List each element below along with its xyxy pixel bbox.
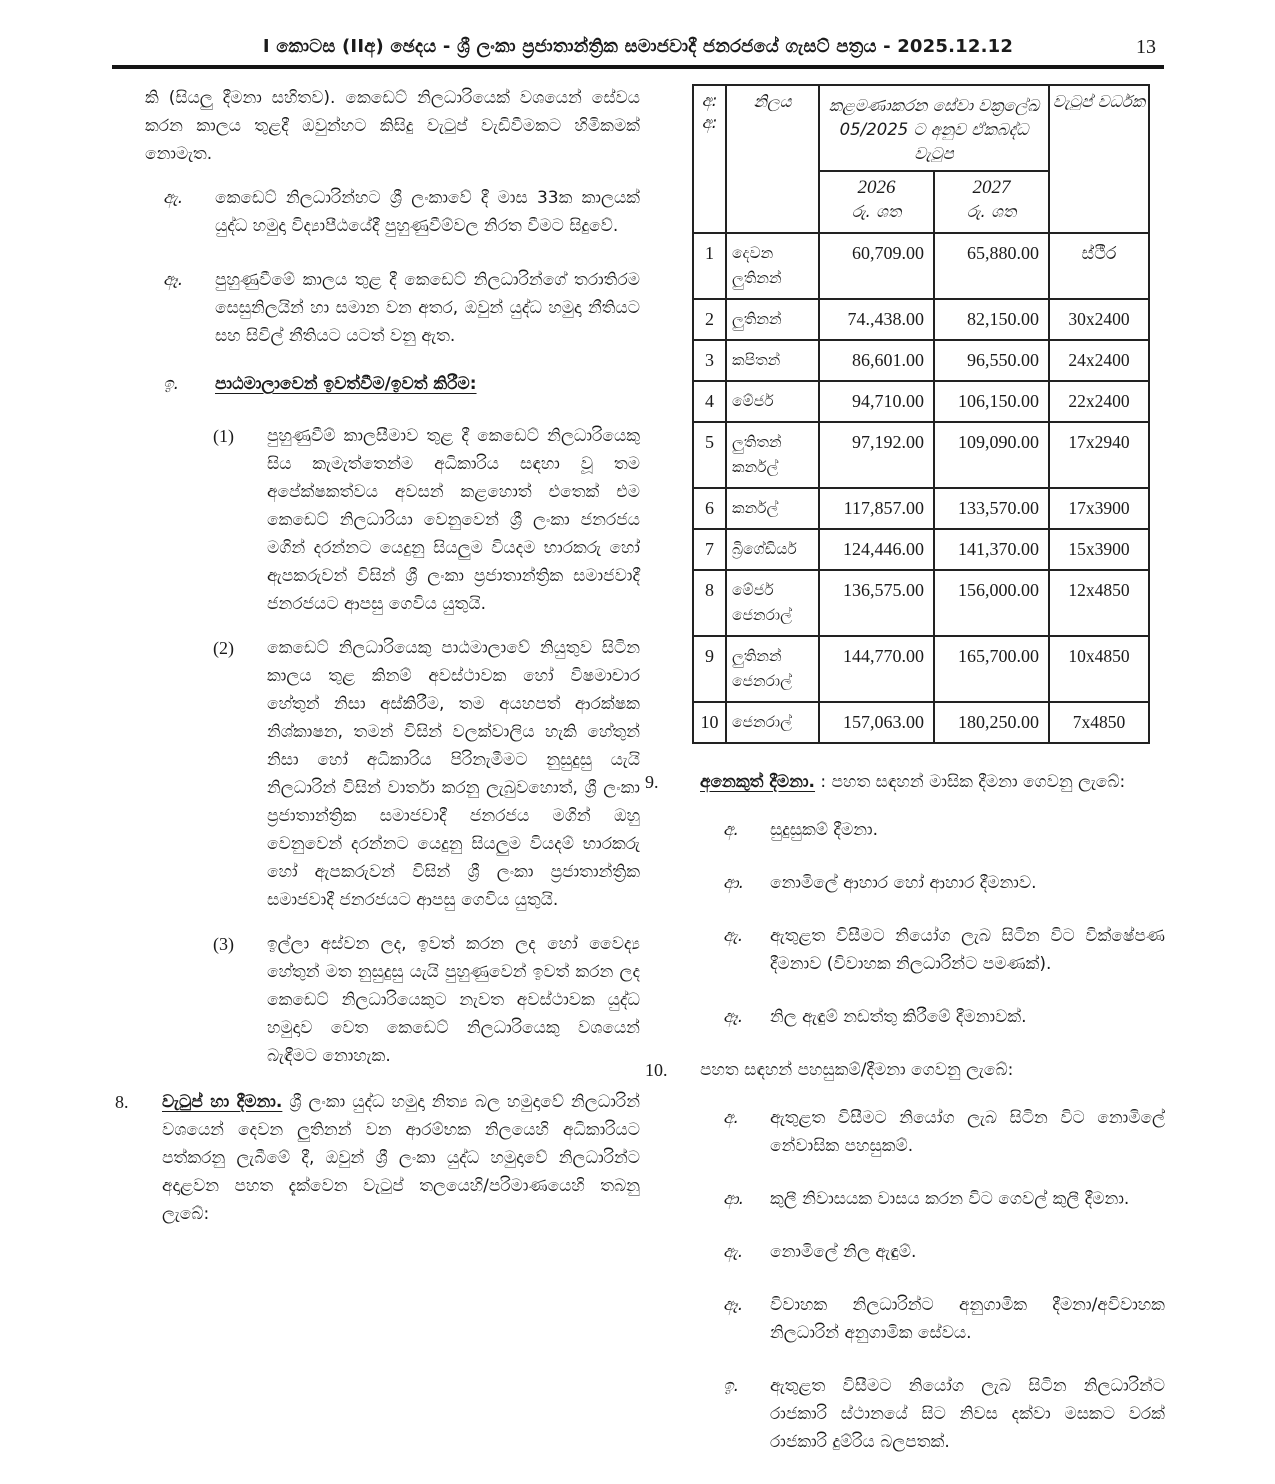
row-2026: 136,575.00 [819, 570, 934, 636]
list-item [115, 184, 640, 240]
list-item [645, 1291, 1165, 1347]
list-item [645, 1185, 1165, 1213]
numbered-item [115, 422, 640, 618]
row-rank: කර්නල් [726, 488, 819, 529]
table-row [693, 299, 1149, 340]
item-marker: (1) [213, 426, 234, 446]
table-row [693, 340, 1149, 381]
table-row [693, 488, 1149, 529]
section-10 [645, 1056, 1165, 1084]
row-2027: 109,090.00 [934, 422, 1049, 488]
col-header-rank: නිලය [726, 85, 819, 233]
item-marker: ඇ. [163, 188, 184, 208]
row-rank: ලුතිනන් ජෙනරාල් [726, 636, 819, 702]
row-rank: ජෙනරාල් [726, 702, 819, 743]
row-2026: 60,709.00 [819, 233, 934, 299]
row-increment: 24x2400 [1049, 340, 1149, 381]
row-increment: 17x2940 [1049, 422, 1149, 488]
row-rank: ලුතිනන් [726, 299, 819, 340]
row-2027: 106,150.00 [934, 381, 1049, 422]
row-2027: 133,570.00 [934, 488, 1049, 529]
item-marker: ඇ. [723, 926, 744, 946]
row-no: 10 [693, 702, 726, 743]
section-number: 8. [115, 1092, 129, 1112]
col-header-increment: වැටුප් වර්ධක [1049, 85, 1149, 233]
salary-table-wrap [692, 84, 1165, 744]
item-text: ඉල්ලා අස්වන ලද, ඉවත් කරන ලද හෝ වෛද්‍ය හේතුන් මත නුසුදුසු යැයි පුහුණුවෙන් ඉවත් කරන ලද කෙඩෙට් නිලධාරියෙකුට නැවත අවස්ථාවක යුද්ධ හමුදාව වෙත කෙඩෙට් නිලධාරියෙකු වශයෙන් බැඳීමට නොහැක. [267, 934, 640, 1066]
list-item [645, 1372, 1165, 1456]
section-number: 10. [645, 1060, 668, 1080]
item-marker: ඈ. [723, 1007, 744, 1027]
row-2027: 82,150.00 [934, 299, 1049, 340]
section-number: 9. [645, 772, 659, 792]
table-row [693, 570, 1149, 636]
item-marker: ආ. [723, 1189, 745, 1209]
item-text: ඇතුළත විසීමට නියෝග ලැබ සිටින විට නොමිලේ නේවාසික පහසුකම්. [770, 1108, 1165, 1156]
row-increment: ස්ථීර [1049, 233, 1149, 299]
item-text: කෙඩෙට් නිලධාරින්හට ශ්‍රී ලංකාවේ දී මාස 33ක කාලයක් යුද්ධ හමුදා විද්‍යාපීඨයේදී පුහුණුවීම්වල නිරත වීමට සිදුවේ. [215, 188, 640, 236]
row-2026: 144,770.00 [819, 636, 934, 702]
item-marker: ඉ. [163, 374, 180, 394]
col-header-serial: අ: අ: [693, 85, 726, 233]
row-increment: 7x4850 [1049, 702, 1149, 743]
row-no: 7 [693, 529, 726, 570]
row-no: 5 [693, 422, 726, 488]
right-column [645, 84, 1165, 1481]
table-row [693, 529, 1149, 570]
row-rank: බ්‍රිගේඩියර් [726, 529, 819, 570]
row-2026: 157,063.00 [819, 702, 934, 743]
row-rank: මේජර් [726, 381, 819, 422]
item-text: ඇතුළත විසීමට නියෝග ලැබ සිටින නිලධාරින්ට රාජකාරි ස්ථානයේ සිට නිවස දක්වා මසකට වරක් රාජකාරි දුම්රිය බලපතක්. [770, 1376, 1165, 1452]
item-text: කුලී නිවාසයක වාසය කරන විට ගෙවල් කුලී දීමනා. [770, 1189, 1130, 1209]
item-marker: ඇ. [723, 1242, 744, 1262]
table-row [693, 422, 1149, 488]
numbered-item [115, 930, 640, 1070]
gazette-title: I කොටස (IIඅ) ඡෙදය - ශ්‍රී ලංකා ප්‍රජාතාන්ත්‍රික සමාජවාදී ජනරජයේ ගැසට් පත්‍රය - 2025.12.12 [262, 36, 1014, 57]
row-no: 1 [693, 233, 726, 299]
table-row [693, 381, 1149, 422]
header-rule [112, 65, 1164, 69]
item-text: විවාහක නිලධාරින්ට අනුගාමික දීමනා/අවිවාහක නිලධාරින් අනුගාමික සේවය. [770, 1295, 1165, 1343]
row-2027: 156,000.00 [934, 570, 1049, 636]
item-text: නොමිලේ ආහාර හෝ ආහාර දීමනාව. [770, 873, 1037, 893]
intro-paragraph: කි (සියලු දීමනා සහිතව). කෙඩෙට් නිලධාරියෙක් වශයෙන් සේවය කරන කාලය තුළදී ඔවුන්හට කිසිදු වැටුප් වැඩිවීමකට හිමිකමක් නොමැත. [145, 88, 640, 164]
row-no: 6 [693, 488, 726, 529]
row-2026: 74.,438.00 [819, 299, 934, 340]
item-text: පුහුණුවීමේ කාලය තුළ දී කෙඩෙට් නිලධාරින්ගේ තරාතිරම සෙසුනිලයින් හා සමාන වන අතර, ඔවුන් යුද්ධ හමුදා නීතියට සහ සිවිල් නීතියට යටත් වනු ඇත. [215, 270, 640, 346]
row-2026: 117,857.00 [819, 488, 934, 529]
row-increment: 12x4850 [1049, 570, 1149, 636]
list-item [645, 1238, 1165, 1266]
list-item [645, 922, 1165, 978]
row-2027: 65,880.00 [934, 233, 1049, 299]
col-header-salary-group: කළමණාකරන සේවා වක්‍රලේඛ 05/2025 ට අනුව ඒකබද්ධ වැටුප [819, 85, 1049, 171]
row-2027: 165,700.00 [934, 636, 1049, 702]
row-increment: 22x2400 [1049, 381, 1149, 422]
row-2027: 96,550.00 [934, 340, 1049, 381]
section-heading: අනෙකුත් දීමනා. [700, 772, 816, 792]
item-text: පුහුණුවීම් කාලසීමාව තුළ දී කෙඩෙට් නිලධාරියෙකු සිය කැමැත්තෙන්ම අධිකාරිය සඳහා වූ තම අපේක්ෂකත්වය අවසන් කළහොත් එතෙක් එම කෙඩෙට් නිලධාරියා වෙනුවෙන් ශ්‍රී ලංකා ජනරජය මගින් දරන්නට යෙදුනු සියලුම වියදම භාරකරු හෝ ඇපකරුවන් විසින් ශ්‍රී ලංකා ප්‍රජාතාන්ත්‍රික සමාජවාදී ජනරජයට ආපසු ගෙවිය යුතුයි. [267, 426, 640, 614]
table-header-row [693, 85, 1149, 171]
row-increment: 30x2400 [1049, 299, 1149, 340]
item-marker: ආ. [723, 873, 745, 893]
row-2026: 97,192.00 [819, 422, 934, 488]
table-row [693, 702, 1149, 743]
row-no: 9 [693, 636, 726, 702]
item-marker: ඈ. [723, 1295, 744, 1315]
row-rank: මේජර් ජෙනරාල් [726, 570, 819, 636]
col-header-2026: 2026 රු. ශත [819, 171, 934, 233]
list-item [115, 370, 640, 398]
section-heading: පාඨමාලාවෙන් ඉවත්වීම/ඉවත් කිරීම: [215, 374, 477, 394]
section-8 [115, 1088, 640, 1228]
row-increment: 10x4850 [1049, 636, 1149, 702]
row-increment: 17x3900 [1049, 488, 1149, 529]
list-item [645, 869, 1165, 897]
salary-table [692, 84, 1150, 744]
item-text: සුදුසුකම් දීමනා. [770, 820, 878, 840]
row-no: 8 [693, 570, 726, 636]
row-rank: ලුතිතන් කර්නල් [726, 422, 819, 488]
list-item [645, 816, 1165, 844]
row-2026: 86,601.00 [819, 340, 934, 381]
section-heading: වැටුප් හා දීමනා. [162, 1092, 283, 1112]
list-item [645, 1104, 1165, 1160]
page-header [112, 36, 1164, 64]
item-marker: අ. [723, 820, 739, 840]
item-marker: ඉ. [723, 1376, 740, 1396]
item-marker: අ. [723, 1108, 739, 1128]
table-row [693, 636, 1149, 702]
item-text: ඇතුළත විසීමට නියෝග ලැබ සිටින විට වික්ෂේපණ දීමනාව (විවාහක නිලධාරින්ට පමණක්). [770, 926, 1165, 974]
numbered-item [115, 634, 640, 914]
item-marker: ඈ. [163, 270, 184, 290]
item-marker: (2) [213, 638, 234, 658]
row-no: 4 [693, 381, 726, 422]
section-text: පහත සඳහන් පහසුකම්/දීමනා ගෙවනු ලැබේ: [700, 1060, 1014, 1080]
row-no: 3 [693, 340, 726, 381]
list-item [115, 266, 640, 350]
page-number: 13 [1136, 36, 1156, 58]
section-9 [645, 768, 1165, 796]
row-2026: 124,446.00 [819, 529, 934, 570]
section-text: ශ්‍රී ලංකා යුද්ධ හමුදා නිත්‍ය බල හමුදාවේ නිලධාරින් වශයෙන් දෙවන ලුතිනන් වන ආරම්භක නිලයෙහි අධිකාරියට පත්කරනු ලැබීමේ දී, ඔවුන් ශ්‍රී ලංකා යුද්ධ හමුදාවේ නිලධාරින්ට අදාළවන පහත දැක්වෙන වැටුප් තලයෙහි/පරිමාණයෙහි තබනු ලැබේ: [162, 1092, 640, 1224]
left-column [115, 84, 640, 1228]
row-rank: කපිතන් [726, 340, 819, 381]
item-text: කෙඩෙට් නිලධාරියෙකු පාඨමාලාවේ නියුතුව සිටින කාලය තුළ කිනම් අවස්ථාවක හෝ විෂමාචාර හේතුන් නිසා අස්කිරීම, තම අයහපත් ආරක්ෂක නිශ්කාෂන, තමන් විසින් වලක්වාලිය හැකි හේතුන් නිසා හෝ අධිකාරිය පිරිනැමීමට නුසුදුසු යැයි නිලධාරින් විසින් වාර්තා කරනු ලැබුවහොත්, ශ්‍රී ලංකා ප්‍රජාතාන්ත්‍රික සමාජවාදී ජනරජය මගින් ඔහු වෙනුවෙන් දරන්නට යෙදුනු සියලුම වියදම් භාරකරු හෝ ඇපකරුවන් විසින් ශ්‍රී ලංකා ප්‍රජාතාන්ත්‍රික සමාජවාදී ජනරජයට ආපසු ගෙවිය යුතුයි. [267, 638, 640, 910]
row-no: 2 [693, 299, 726, 340]
row-2026: 94,710.00 [819, 381, 934, 422]
list-item [645, 1003, 1165, 1031]
row-rank: දෙවන ලුතිනන් [726, 233, 819, 299]
col-header-2027: 2027 රු. ශත [934, 171, 1049, 233]
table-row [693, 233, 1149, 299]
row-increment: 15x3900 [1049, 529, 1149, 570]
item-text: නිල ඇඳුම් නඩත්තු කිරීමේ දීමනාවක්. [770, 1007, 1027, 1027]
item-text: නොමිලේ නිල ඇඳුම්. [770, 1242, 917, 1262]
section-text: : පහත සඳහන් මාසික දීමනා ගෙවනු ලැබේ: [820, 772, 1126, 792]
row-2027: 180,250.00 [934, 702, 1049, 743]
row-2027: 141,370.00 [934, 529, 1049, 570]
item-marker: (3) [213, 934, 234, 954]
